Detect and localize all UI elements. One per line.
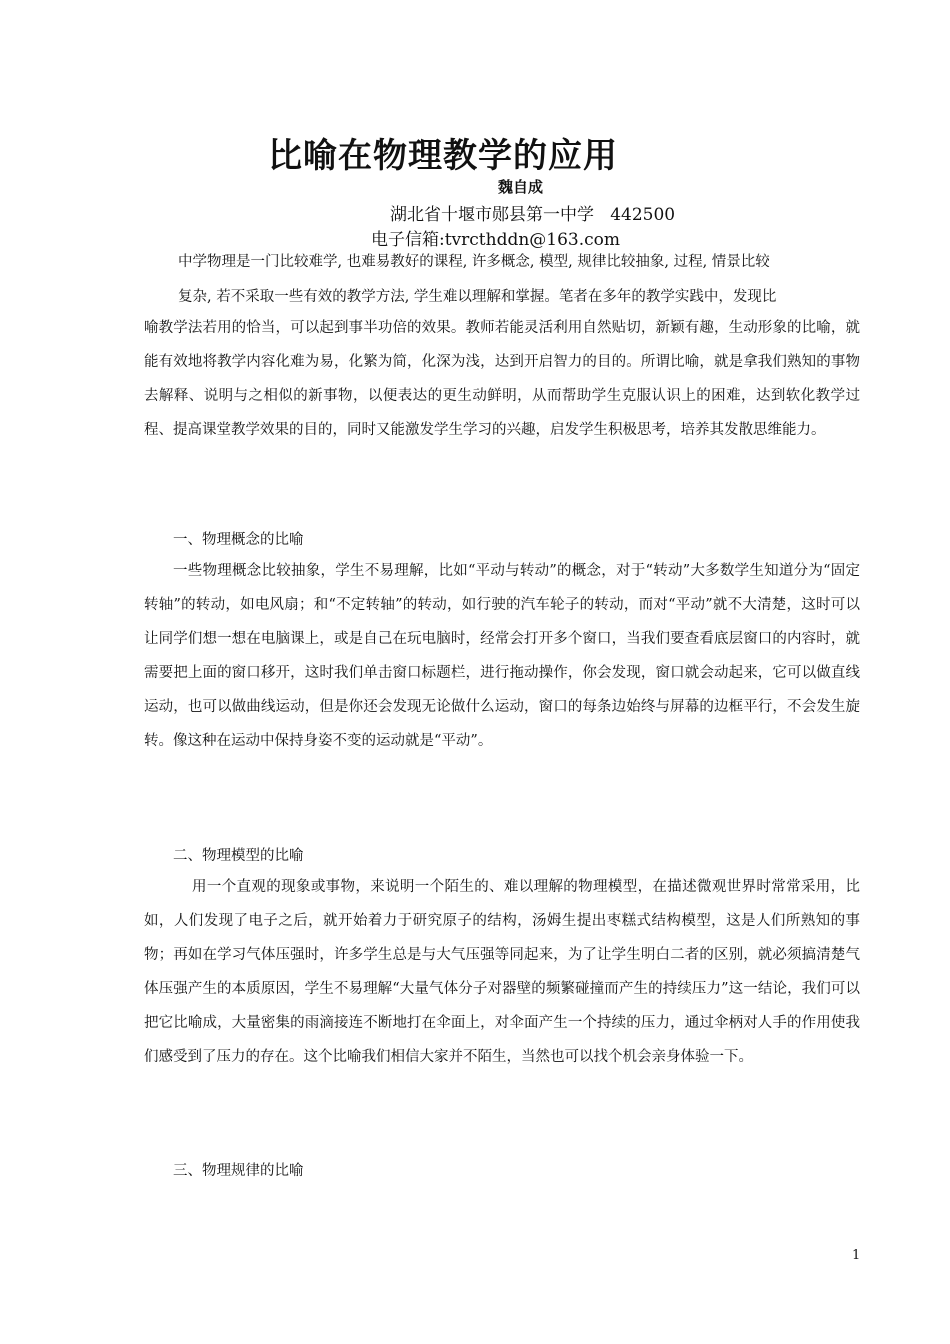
section-2-heading: 二、物理模型的比喻 bbox=[173, 848, 304, 864]
section-2-paragraph: 用一个直观的现象或事物，来说明一个陌生的、难以理解的物理模型，在描述微观世界时常常采用，比如，人们发现了电子之后，就开始着力于研究原子的结构，汤姆生提出枣糕式结构模型，这是人们所熟知的事物；再如在学习气体压强时，许多学生总是与大气压强等同起来，为了让学生明白二者的区别，就必须搞清楚气体压强产生的本质原因，学生不易理解“大量气体分子对器壁的频繁碰撞而产生的持续压力”这一结论，我们可以把它比喻成，大量密集的雨滴接连不断地打在伞面上，对伞面产生一个持续的压力，通过伞柄对人手的作用使我们感受到了压力的存在。这个比喻我们相信大家并不陌生，当然也可以找个机会亲身体验一下。 bbox=[144, 879, 860, 1065]
section-1-heading: 一、物理概念的比喻 bbox=[173, 532, 304, 548]
author-email: 电子信箱:tvrcthddn@163.com bbox=[371, 230, 621, 250]
intro-paragraph: 喻教学法若用的恰当，可以起到事半功倍的效果。教师若能灵活利用自然贴切，新颖有趣，生动形象的比喻，就能有效地将教学内容化难为易，化繁为简，化深为浅，达到开启智力的目的。所谓比喻，就是拿我们熟知的事物去解释、说明与之相似的新事物，以便表达的更生动鲜明，从而帮助学生克服认识上的困难，达到软化教学过程、提高课堂教学效果的目的，同时又能激发学生学习的兴趣，启发学生积极思考，培养其发散思维能力。 bbox=[144, 320, 860, 438]
author-name: 魏自成 bbox=[498, 178, 544, 196]
intro-line-2: 复杂, 若不采取一些有效的教学方法, 学生难以理解和掌握。笔者在多年的教学实践中，发现比 bbox=[178, 289, 777, 305]
page-number: 1 bbox=[852, 1248, 861, 1263]
author-affiliation: 湖北省十堰市郧县第一中学 442500 bbox=[390, 205, 676, 225]
paper-title: 比喻在物理教学的应用 bbox=[268, 136, 618, 176]
section-1-paragraph: 一些物理概念比较抽象，学生不易理解，比如“平动与转动”的概念，对于“转动”大多数学生知道分为“固定转轴”的转动，如电风扇；和“不定转轴”的转动，如行驶的汽车轮子的转动，而对“平动”就不大清楚，这时可以让同学们想一想在电脑课上，或是自己在玩电脑时，经常会打开多个窗口，当我们要查看底层窗口的内容时，就需要把上面的窗口移开，这时我们单击窗口标题栏，进行拖动操作，你会发现，窗口就会动起来，它可以做直线运动，也可以做曲线运动，但是你还会发现无论做什么运动，窗口的每条边始终与屏幕的边框平行，不会发生旋转。像这种在运动中保持身姿不变的运动就是“平动”。 bbox=[144, 563, 860, 749]
intro-line-1: 中学物理是一门比较难学, 也难易教好的课程, 许多概念, 模型, 规律比较抽象, 过程, 情景比较 bbox=[178, 254, 770, 270]
section-3-heading: 三、物理规律的比喻 bbox=[173, 1163, 304, 1179]
